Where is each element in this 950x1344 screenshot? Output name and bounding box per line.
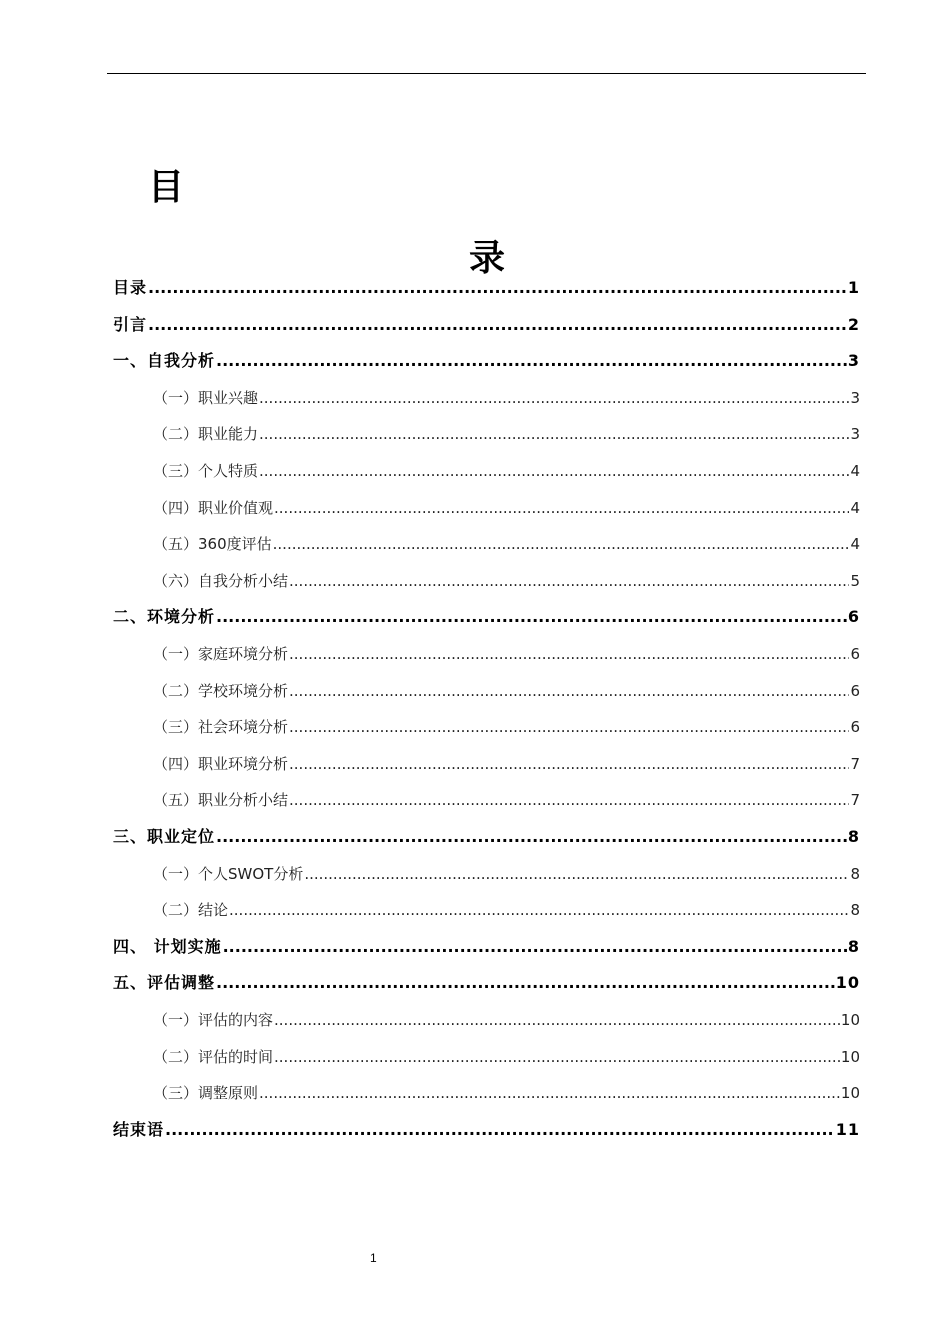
toc-entry[interactable] [113,313,860,337]
toc-dot-leader [289,788,849,812]
toc-entry[interactable] [113,788,860,812]
toc-entry-label: 目录 [113,278,148,297]
toc-entry-page: 4 [850,535,860,554]
toc-entry-label: （一）职业兴趣 [153,388,259,407]
toc-entry[interactable] [113,1118,860,1142]
toc-entry[interactable] [113,679,860,703]
toc-entry-label: （三）社会环境分析 [153,718,289,737]
toc-entry-page: 6 [850,718,860,737]
toc-entry-page: 8 [850,901,860,920]
toc-entry-label: （二）结论 [153,901,229,920]
toc-entry[interactable] [113,349,860,373]
toc-entry-page: 7 [850,754,860,773]
toc-entry-page: 6 [850,681,860,700]
toc-dot-leader [259,422,849,446]
toc-dot-leader [216,349,847,373]
toc-entry-page: 3 [850,388,860,407]
toc-entry[interactable] [113,715,860,739]
toc-entry-label: （一）个人SWOT分析 [153,864,304,883]
toc-entry-label: （三）个人特质 [153,462,259,480]
toc-dot-leader [274,1008,840,1032]
toc-entry-page: 7 [850,791,860,810]
toc-entry[interactable] [113,642,860,666]
toc-entry-label: （五）职业分析小结 [153,791,289,810]
toc-entry-page: 8 [847,827,860,846]
header-rule [107,73,866,74]
toc-entry[interactable] [113,825,860,849]
toc-entry-label: （二）评估的时间 [153,1047,274,1066]
toc-entry-page: 5 [850,571,860,590]
toc-dot-leader [304,862,849,886]
toc-dot-leader [165,1118,835,1142]
toc-dot-leader [274,1045,840,1069]
toc-entry-page: 6 [850,645,860,663]
toc-entry-page: 2 [847,314,860,334]
toc-entry-label: （四）职业价值观 [153,498,274,517]
toc-entry-label: （四）职业环境分析 [153,754,289,773]
toc-entry-page: 3 [847,351,860,371]
toc-dot-leader [289,679,849,703]
toc-entry-label: 二、环境分析 [113,607,216,627]
toc-title-char-2: 录 [469,238,506,279]
toc-entry-label: 四、 计划实施 [113,936,222,956]
toc-entry[interactable] [113,386,860,410]
toc-dot-leader [289,642,849,666]
toc-dot-leader [289,752,849,776]
toc-entry[interactable] [113,752,860,776]
toc-entry-label: （三）调整原则 [153,1084,259,1103]
toc-entry[interactable] [113,935,860,959]
toc-entry-page: 10 [840,1047,860,1066]
toc-entry-page: 10 [840,1011,860,1029]
toc-entry[interactable] [113,532,860,556]
toc-entry[interactable] [113,862,860,886]
toc-entry-page: 4 [850,462,860,480]
toc-entry-label: （二）学校环境分析 [153,681,289,700]
toc-entry-label: 引言 [113,314,148,334]
toc-entry-page: 8 [847,936,860,956]
toc-entry-label: （五）360度评估 [153,535,272,554]
toc-dot-leader [148,313,847,337]
toc-dot-leader [216,971,835,995]
toc-entry[interactable] [113,496,860,520]
toc-entry[interactable] [113,605,860,629]
toc-entry-label: （六）自我分析小结 [153,571,289,590]
toc-dot-leader [148,276,847,300]
toc-dot-leader [274,496,849,520]
toc-dot-leader [223,935,847,959]
toc-entry[interactable] [113,1045,860,1069]
toc-entry-label: （一）评估的内容 [153,1011,274,1029]
toc-dot-leader [216,605,847,629]
toc-entry-page: 1 [847,278,860,297]
toc-entry-label: 五、评估调整 [113,973,216,993]
toc-dot-leader [259,1081,840,1105]
toc-entry-page: 10 [835,973,860,993]
toc-entry-page: 6 [847,607,860,627]
toc-dot-leader [273,532,850,556]
toc-entry-page: 8 [850,864,860,883]
toc-entry[interactable] [113,569,860,593]
toc-dot-leader [259,459,849,483]
toc-entry[interactable] [113,898,860,922]
toc-entry-label: （一）家庭环境分析 [153,645,289,663]
toc-dot-leader [229,898,849,922]
toc-entry-page: 11 [835,1119,860,1139]
page-number: 1 [370,1251,377,1265]
toc-title-char-1: 目 [148,167,185,208]
toc-entry-page: 4 [850,498,860,517]
toc-entry-label: （二）职业能力 [153,425,259,444]
toc-dot-leader [259,386,849,410]
toc-entry[interactable] [113,422,860,446]
toc-entry-page: 10 [840,1084,860,1103]
toc-entry[interactable] [113,276,860,300]
toc-entry[interactable] [113,1008,860,1032]
toc-entry-label: 一、自我分析 [113,351,216,371]
toc-entry[interactable] [113,459,860,483]
toc-dot-leader [216,825,847,849]
toc-dot-leader [289,715,849,739]
toc-dot-leader [289,569,849,593]
toc-entry-label: 三、职业定位 [113,827,216,846]
toc-entry[interactable] [113,1081,860,1105]
toc-entry-label: 结束语 [113,1119,165,1139]
toc-entry[interactable] [113,971,860,995]
toc-entry-page: 3 [850,425,860,444]
